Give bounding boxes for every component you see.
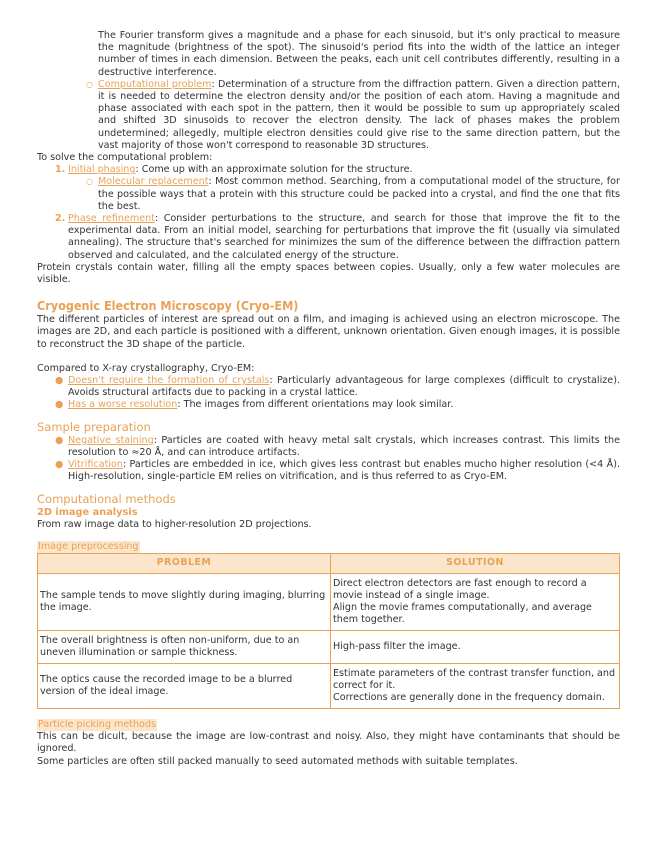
bullet-item: ● Negative staining: Particles are coated with heavy metal salt crystals, which increases contrast. This limits the resolution to ≈20 Å, and can introduce artifacts. bbox=[55, 434, 620, 458]
protein-crystals-paragraph: Protein crystals contain water, filling all the empty spaces between copies. Usually, only a few water molecules are visible. bbox=[37, 261, 620, 286]
particle-picking-paragraph: This can be dicult, because the image are low-contrast and noisy. Also, they might have contaminants that should be ignored. bbox=[37, 731, 620, 755]
table-row bbox=[38, 663, 620, 708]
fourier-paragraph: The Fourier transform gives a magnitude and a phase for each sinusoid, but it's only practical to measure the magnitude (brightness of the spot). The sinusoid's period fits into the width of the lattice an integer number of times in each dimension. Between the peaks, each unit cell contributes differently, resulting in a destructive interference. bbox=[98, 30, 620, 78]
table-row bbox=[38, 573, 620, 630]
particle-picking-paragraph-2: Some particles are often still packed manually to seed automated methods with suitable templates. bbox=[37, 755, 518, 767]
initial-phasing-link[interactable]: Initial phasing bbox=[68, 164, 136, 176]
table-row bbox=[38, 630, 620, 663]
step-number: 1. bbox=[55, 164, 66, 176]
computational-problem-item: ○ Computational problem: Determination of a structure from the diffraction pattern. Given a direction pattern, it is needed to determine the electron density and/or the position of each atom. Having a magnitude and phase associated with each spot in the pattern, then it would be possible to sum up appropriately scaled and shifted 3D sinusoids to recover the electron density. The lack of phases makes the problem undetermined; allegedly, multiple electron densities could give rise to the same direction pattern, but the vast majority of those won't correspond to reasonable 3D structures. bbox=[86, 78, 620, 151]
image-analysis-paragraph: From raw image data to higher-resolution 2D projections. bbox=[37, 518, 312, 530]
cryo-em-paragraph: The different particles of interest are spread out on a film, and imaging is achieved using an electron microscope. The images are 2D, and each particle is positioned with a different, unknown orientation. Given enough images, it is possible to reconstruct the 3D shape of the particle. bbox=[37, 314, 620, 350]
dot-bullet-icon: ● bbox=[55, 375, 64, 387]
dot-bullet-icon: ● bbox=[55, 459, 64, 471]
bullet-item: ● Has a worse resolution: The images from different orientations may look similar. bbox=[55, 399, 454, 411]
vitrification-link[interactable]: Vitrification bbox=[68, 459, 123, 471]
solve-intro: To solve the computational problem: bbox=[37, 152, 213, 164]
solution-cell: Direct electron detectors are fast enough to record a movie instead of a single image. Align the movie frames computationally, and average them together. bbox=[331, 573, 620, 630]
document-content bbox=[37, 30, 620, 768]
computational-problem-link[interactable]: Computational problem bbox=[98, 78, 212, 90]
step-item: 2. Phase refinement: Consider perturbations to the structure, and search for those that improve the fit to the experimental data. From an initial model, searching for perturbations that improve the fit (usually via simulated annealing). The structure that's searched for minimizes the sum of the difference between the diffraction pattern observed and calculated, and the calculated energy of the structure. bbox=[55, 213, 621, 261]
bullet-item: ● Doesn't require the formation of crystals: Particularly advantageous for large complexes (difficult to crystalize). Avoids structural artifacts due to packing in a crystal lattice. bbox=[55, 375, 620, 399]
sample-preparation-heading: Sample preparation bbox=[37, 419, 151, 434]
circle-bullet-icon: ○ bbox=[86, 177, 93, 187]
problem-cell: The overall brightness is often non-uniform, due to an uneven illumination or sample thickness. bbox=[38, 630, 331, 663]
molecular-replacement-link[interactable]: Molecular replacement bbox=[98, 176, 209, 188]
particle-picking-label: Particle picking methods bbox=[38, 718, 157, 730]
problem-cell: The optics cause the recorded image to be a blurred version of the ideal image. bbox=[38, 663, 331, 708]
solution-cell: High-pass filter the image. bbox=[331, 630, 620, 663]
molecular-replacement-item: ○ Molecular replacement: Most common method. Searching, from a computational model of the structure, for the possible ways that a protein with this structure could be packed into a crystal, and find the one that fits the best. bbox=[86, 176, 620, 212]
circle-bullet-icon: ○ bbox=[86, 79, 93, 89]
computational-methods-heading: Computational methods bbox=[37, 491, 176, 506]
step-item: 1. Initial phasing: Come up with an approximate solution for the structure. bbox=[55, 164, 413, 176]
preprocessing-table bbox=[37, 553, 620, 709]
worse-resolution-link[interactable]: Has a worse resolution bbox=[68, 399, 178, 411]
table-header-solution: SOLUTION bbox=[331, 553, 620, 573]
image-preprocessing-label: Image preprocessing bbox=[38, 540, 139, 552]
dot-bullet-icon: ● bbox=[55, 434, 64, 446]
table-header-problem: PROBLEM bbox=[38, 553, 331, 573]
dot-bullet-icon: ● bbox=[55, 399, 64, 411]
cryo-em-heading: Cryogenic Electron Microscopy (Cryo-EM) bbox=[37, 298, 299, 314]
problem-cell: The sample tends to move slightly during imaging, blurring the image. bbox=[38, 573, 331, 630]
bullet-item: ● Vitrification: Particles are embedded in ice, which gives less contrast but enables mucho higher resolution (<4 Å). High-resolution, single-particle EM relies on vitrification, and is thus referred to as Cryo-EM. bbox=[55, 459, 620, 483]
no-crystals-link[interactable]: Doesn't require the formation of crystals bbox=[68, 375, 270, 387]
step-number: 2. bbox=[55, 213, 66, 225]
phase-refinement-link[interactable]: Phase refinement bbox=[68, 213, 155, 225]
negative-staining-link[interactable]: Negative staining bbox=[68, 434, 154, 446]
image-analysis-heading: 2D image analysis bbox=[37, 506, 138, 518]
solution-cell: Estimate parameters of the contrast transfer function, and correct for it. Corrections are generally done in the frequency domain. bbox=[331, 663, 620, 708]
compared-intro: Compared to X-ray crystallography, Cryo-EM: bbox=[37, 362, 255, 374]
